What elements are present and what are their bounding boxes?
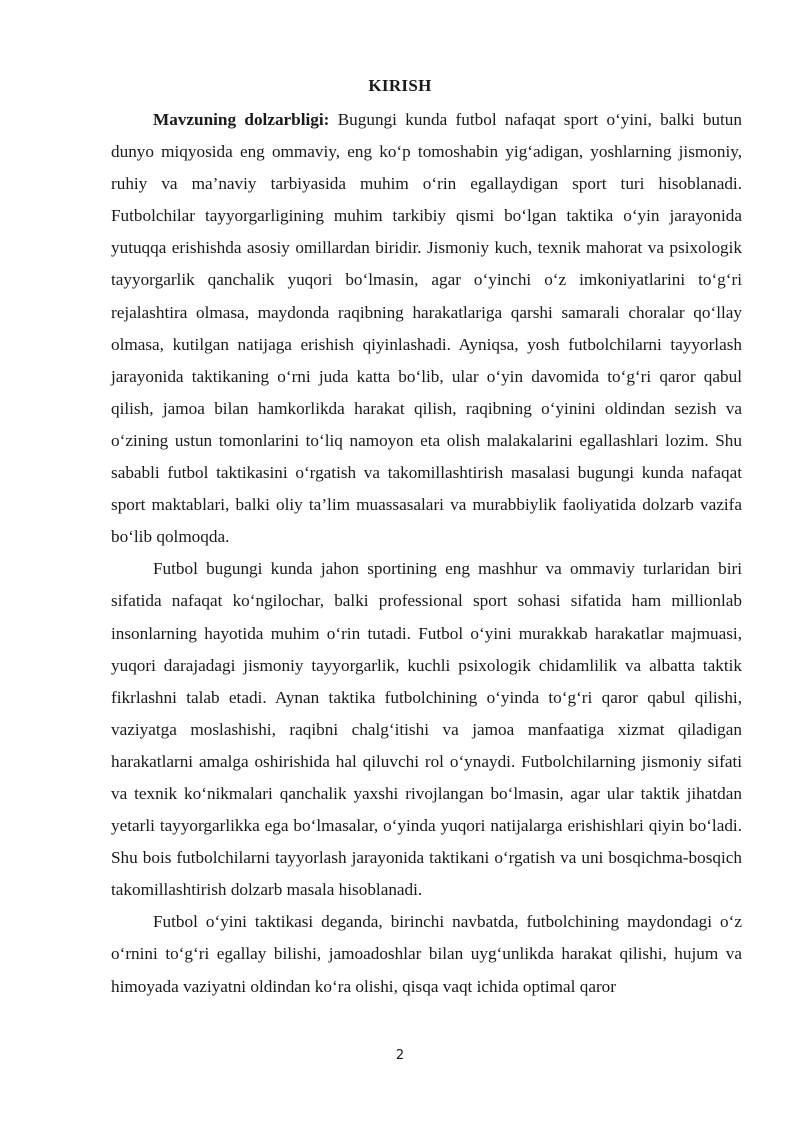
paragraph-text: Futbol o‘yini taktikasi deganda, birinchi navbatda, futbolchining maydondagi o‘z o‘rnini to‘g‘ri egallay bilishi, jamoadoshlar bilan uyg‘unlikda harakat qilishi, hujum va himoyada vaziyatni oldindan ko‘ra olishi, qisqa vaqt ichida optimal qaror [111, 912, 742, 996]
section-heading: KIRISH [368, 76, 432, 95]
paragraph-tactics-definition [111, 906, 742, 1002]
paragraph-relevance [111, 104, 742, 553]
body-text [111, 104, 742, 1003]
page-number: 2 [395, 1048, 405, 1063]
paragraph-lead: Mavzuning dolzarbligi: [153, 110, 330, 129]
paragraph-text: Futbol bugungi kunda jahon sportining eng mashhur va ommaviy turlaridan biri sifatida nafaqat ko‘ngilochar, balki professional sport sohasi sifatida ham millionlab insonlarning hayotida muhim o‘rin tutadi. Futbol o‘yini murakkab harakatlar majmuasi, yuqori darajadagi jismoniy tayyorgarlik, kuchli psixologik chidamlilik va albatta taktik fikrlashni talab etadi. Aynan taktika futbolchining o‘yinda to‘g‘ri qaror qabul qilishi, vaziyatga moslashishi, raqibni chalg‘itishi va jamoa manfaatiga xizmat qiladigan harakatlarni amalga oshirishida hal qiluvchi rol o‘ynaydi. Futbolchilarning jismoniy sifati va texnik ko‘nikmalari qanchalik yaxshi rivojlangan bo‘lmasin, agar ular taktik jihatdan yetarli tayyorgarlikka ega bo‘lmasalar, o‘yinda yuqori natijalarga erishishlari qiyin bo‘ladi. Shu bois futbolchilarni tayyorlash jarayonida taktikani o‘rgatish va uni bosqichma-bosqich takomillashtirish dolzarb masala hisoblanadi. [111, 559, 742, 900]
paragraph-text: Bugungi kunda futbol nafaqat sport o‘yini, balki butun dunyo miqyosida eng ommaviy, eng ko‘p tomoshabin yig‘adigan, yoshlarning jismoniy, ruhiy va ma’naviy tarbiyasida muhim o‘rin egallaydigan sport turi hisoblanadi. Futbolchilar tayyorgarligining muhim tarkibiy qismi bo‘lgan taktika o‘yin jarayonida yutuqqa erishishda asosiy omillardan biridir. Jismoniy kuch, texnik mahorat va psixologik tayyorgarlik qanchalik yuqori bo‘lmasin, agar o‘yinchi o‘z imkoniyatlarini to‘g‘ri rejalashtira olmasa, maydonda raqibning harakatlariga qarshi samarali choralar qo‘llay olmasa, kutilgan natijaga erishish qiyinlashadi. Ayniqsa, yosh futbolchilarni tayyorlash jarayonida taktikaning o‘rni juda katta bo‘lib, ular o‘yin davomida to‘g‘ri qaror qabul qilish, jamoa bilan hamkorlikda harakat qilish, raqibning o‘yinini oldindan sezish va o‘zining ustun tomonlarini to‘liq namoyon eta olish malakalarini egallashlari lozim. Shu sababli futbol taktikasini o‘rgatish va takomillashtirish masalasi bugungi kunda nafaqat sport maktablari, balki oliy ta’lim muassasalari va murabbiylik faoliyatida dolzarb vazifa bo‘lib qolmoqda. [111, 110, 742, 547]
paragraph-football-today [111, 553, 742, 906]
